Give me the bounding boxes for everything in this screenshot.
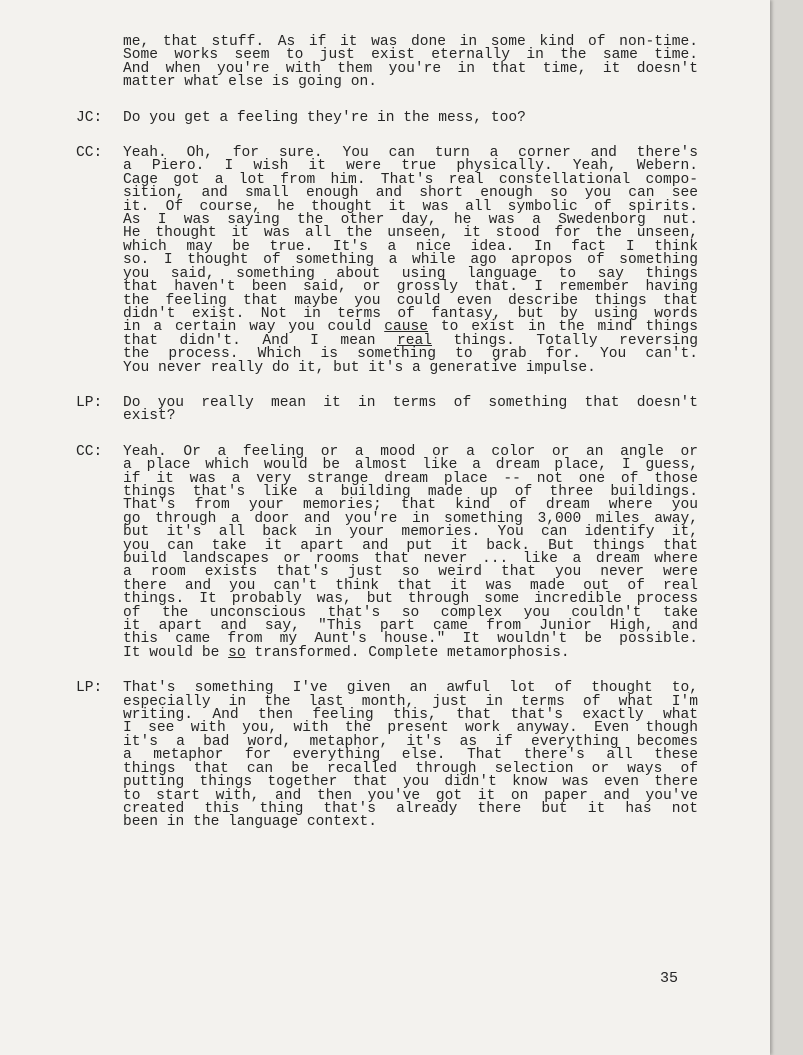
text-line: things. It probably was, but through some incredible process <box>123 591 698 608</box>
dialogue-block <box>0 682 770 829</box>
text-line: me, that stuff. As if it was done in some kind of non-time. <box>123 34 698 50</box>
text-line: Do you get a feeling they're in the mess, too? <box>123 109 526 126</box>
dialogue-text <box>123 394 698 425</box>
text-line: build landscapes or rooms that never ... like a dream where <box>123 551 698 567</box>
underlined-word: so <box>228 644 246 661</box>
speaker-label: JC: <box>76 109 103 126</box>
dialogue-block <box>0 147 770 375</box>
text-line: it apart and say, "This part came from Junior High, and <box>123 618 698 635</box>
transcript <box>0 36 770 852</box>
underlined-word: real <box>396 332 433 349</box>
speaker-label: CC: <box>76 443 103 460</box>
text-line: Cage got a lot from him. That's real constellational compo- <box>123 171 698 188</box>
text-line: go through a door and you're in something 3,000 miles away, <box>123 510 698 527</box>
text-line: Yeah. Oh, for sure. You can turn a corner and there's <box>123 145 698 162</box>
speaker-label: LP: <box>76 680 103 697</box>
text-line: you said, something about using language to say things <box>123 265 698 282</box>
text-line: And when you're with them you're in that time, it doesn't <box>123 60 698 77</box>
text-line: didn't exist. Not in terms of fantasy, but by using words <box>123 305 698 322</box>
text-line: putting things together that you didn't know was even there <box>123 774 698 791</box>
text-line: if it was a very strange dream place -- not one of those <box>123 470 698 487</box>
text-line: You never really do it, but it's a generative impulse. <box>123 359 596 376</box>
text-line: created this thing that's already there but it has not <box>123 800 698 817</box>
text-line: That's from your memories; that kind of dream where you <box>123 497 698 514</box>
speaker-label: LP: <box>76 394 103 411</box>
text-line: in a certain way you could cause to exist in the mind things <box>123 319 698 336</box>
text-line: there and you can't think that it was made out of real <box>123 577 698 594</box>
text-line: this came from my Aunt's house." It wouldn't be possible. <box>123 631 698 648</box>
dialogue-text <box>123 147 698 375</box>
text-line: things that's like a building made up of three buildings. <box>123 483 698 500</box>
text-line: a Piero. I wish it were true physically. Yeah, Webern. <box>123 158 698 175</box>
text-line: things that can be recalled through selection or ways of <box>123 760 698 777</box>
text-line: that haven't been said, or grossly that. I remember having <box>123 279 698 296</box>
dialogue-block <box>0 394 770 425</box>
text-line: Yeah. Or a feeling or a mood or a color or an angle or <box>123 443 698 460</box>
page-number: 35 <box>660 970 679 987</box>
text-line: Some works seem to just exist eternally in the same time. <box>123 47 698 64</box>
text-line: of the unconscious that's so complex you couldn't take <box>123 604 698 621</box>
text-line: a metaphor for everything else. That there's all these <box>123 747 698 764</box>
text-line: I see with you, with the present work anyway. Even though <box>123 720 698 737</box>
text-line: He thought it was all the unseen, it stood for the unseen, <box>123 225 698 242</box>
text-line: it's a bad word, metaphor, it's as if everything becomes <box>123 733 698 750</box>
text-line: especially in the last month, just in terms of what I'm <box>123 693 698 710</box>
text-line: the process. Which is something to grab for. You can't. <box>123 346 698 363</box>
text-line: Do you really mean it in terms of something that doesn't <box>123 394 698 411</box>
text-line: It would be so transformed. Complete metamorphosis. <box>123 644 570 661</box>
text-line: a place which would be almost like a dream place, I guess, <box>123 457 698 474</box>
text-line: so. I thought of something a while ago apropos of something <box>123 252 698 269</box>
speaker-label: CC: <box>76 145 103 162</box>
text-line: sition, and small enough and short enough so you can see <box>123 185 698 202</box>
text-line: that didn't. And I mean real things. Totally reversing <box>123 332 698 349</box>
text-line: it. Of course, he thought it was all symbolic of spirits. <box>123 198 698 215</box>
underlined-word: cause <box>384 319 429 336</box>
dialogue-text <box>123 443 698 661</box>
dialogue-block <box>0 36 770 90</box>
text-line: been in the language context. <box>123 814 377 831</box>
text-line: As I was saying the other day, he was a Swedenborg nut. <box>123 212 698 229</box>
text-line: exist? <box>123 408 176 425</box>
text-line: but it's all back in your memories. You can identify it, <box>123 524 698 541</box>
text-line: matter what else is going on. <box>123 74 377 91</box>
dialogue-text <box>123 682 698 829</box>
text-line: to start with, and then you've got it on paper and you've <box>123 787 698 804</box>
dialogue-block <box>0 109 770 126</box>
text-line: the feeling that maybe you could even describe things that <box>123 292 698 309</box>
text-line: That's something I've given an awful lot of thought to, <box>123 680 698 697</box>
text-line: which may be true. It's a nice idea. In fact I think <box>123 238 698 255</box>
text-line: a room exists that's just so weird that you never were <box>123 564 698 581</box>
dialogue-block <box>0 443 770 661</box>
text-line: writing. And then feeling this, that that's exactly what <box>123 707 698 724</box>
dialogue-text <box>123 109 698 126</box>
dialogue-text <box>123 36 698 90</box>
text-line: you can take it apart and put it back. But things that <box>123 537 698 554</box>
